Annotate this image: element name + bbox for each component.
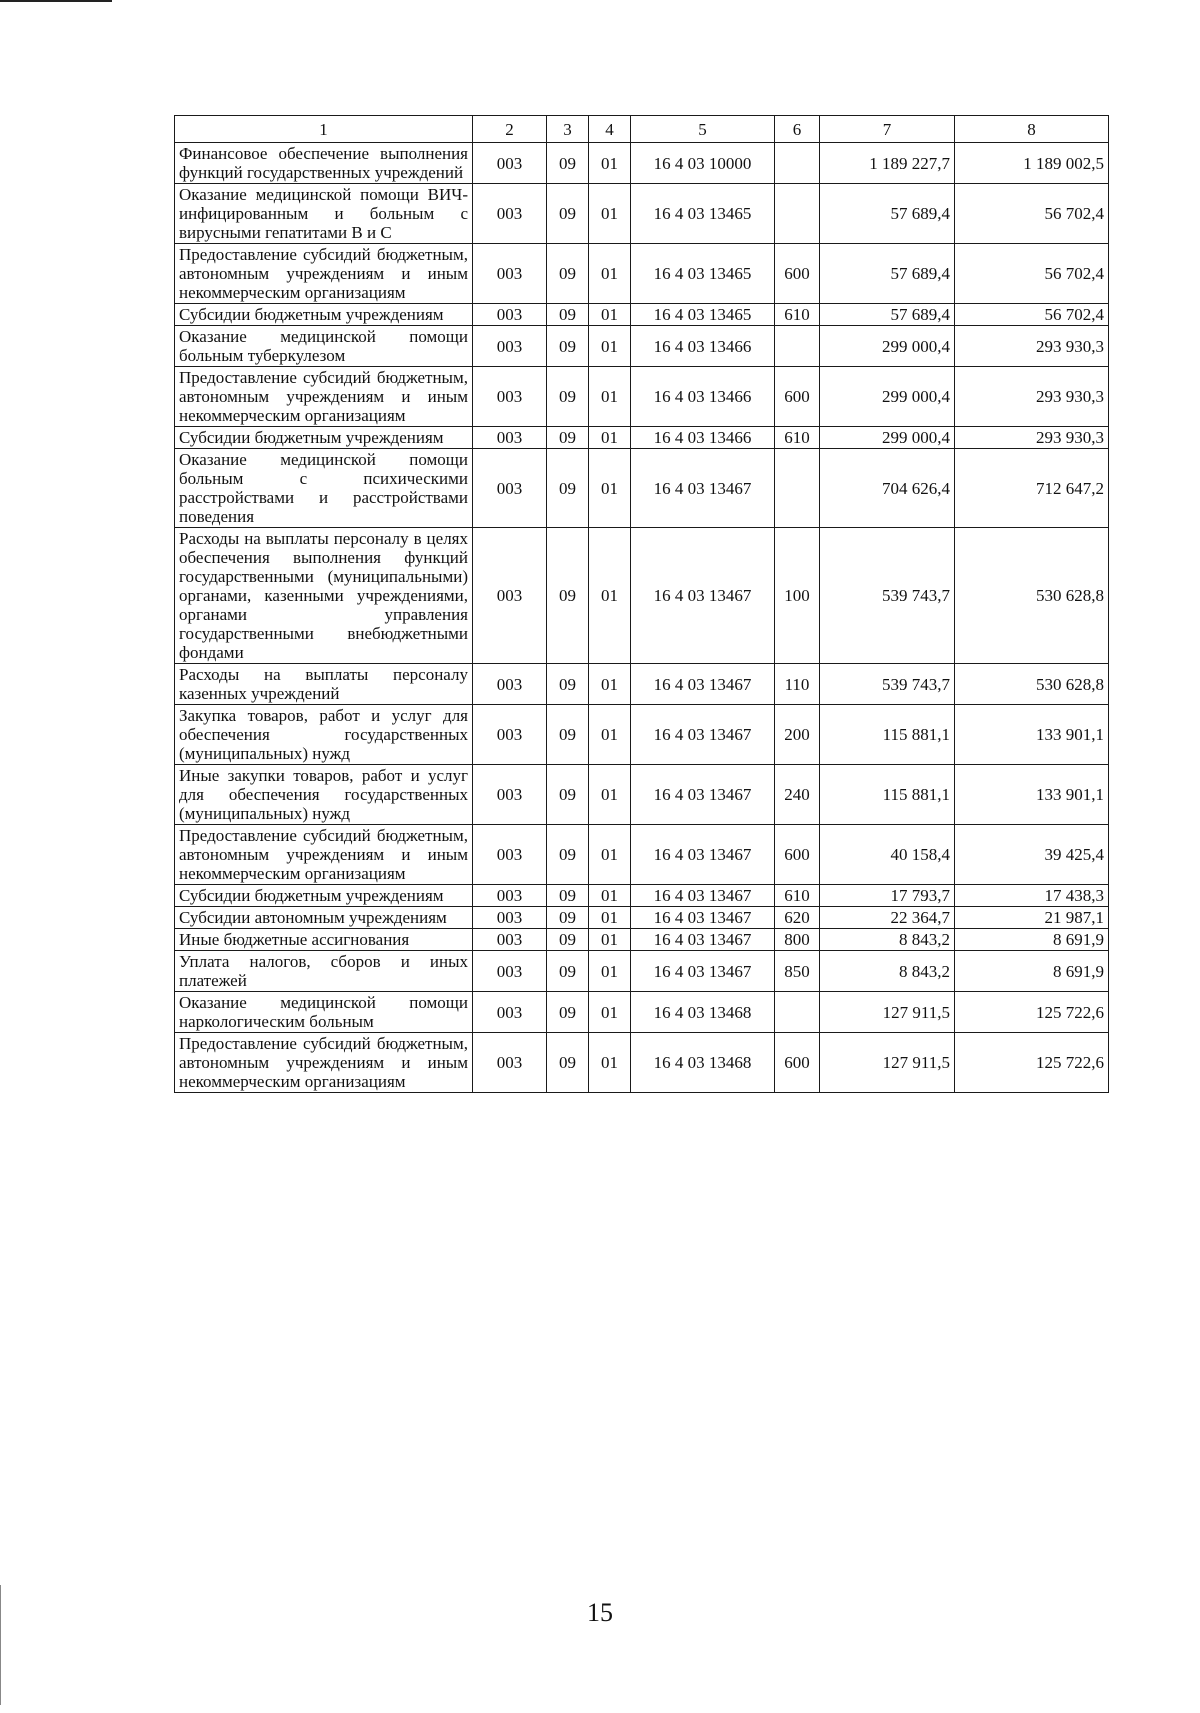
row-amount-1-cell: 40 158,4 <box>820 825 955 885</box>
row-expense-type-cell: 600 <box>775 825 820 885</box>
row-name-cell: Субсидии бюджетным учреждениям <box>175 304 473 326</box>
row-subsection-cell: 01 <box>589 885 631 907</box>
row-target-code-cell: 16 4 03 13465 <box>631 184 775 244</box>
table-row <box>175 184 1109 244</box>
table-row <box>175 449 1109 528</box>
row-code-cell: 003 <box>473 951 547 992</box>
row-expense-type-cell: 610 <box>775 304 820 326</box>
row-name-cell: Предоставление субсидий бюджетным, автономным учреждениям и иным некоммерческим организациям <box>175 367 473 427</box>
row-amount-2-cell: 530 628,8 <box>955 528 1109 664</box>
row-name-cell: Предоставление субсидий бюджетным, автономным учреждениям и иным некоммерческим организациям <box>175 244 473 304</box>
row-subsection-cell: 01 <box>589 825 631 885</box>
column-header-5: 5 <box>631 116 775 143</box>
row-code-cell: 003 <box>473 765 547 825</box>
scan-corner-mark <box>0 0 112 2</box>
row-code-cell: 003 <box>473 528 547 664</box>
row-code-cell: 003 <box>473 664 547 705</box>
row-target-code-cell: 16 4 03 13467 <box>631 449 775 528</box>
row-target-code-cell: 16 4 03 13466 <box>631 427 775 449</box>
row-code-cell: 003 <box>473 1033 547 1093</box>
row-expense-type-cell: 850 <box>775 951 820 992</box>
row-name-cell: Оказание медицинской помощи наркологическим больным <box>175 992 473 1033</box>
row-expense-type-cell: 620 <box>775 907 820 929</box>
row-amount-1-cell: 57 689,4 <box>820 244 955 304</box>
page-number: 15 <box>587 1598 613 1627</box>
row-subsection-cell: 01 <box>589 765 631 825</box>
row-target-code-cell: 16 4 03 10000 <box>631 143 775 184</box>
row-code-cell: 003 <box>473 992 547 1033</box>
row-code-cell: 003 <box>473 929 547 951</box>
row-amount-1-cell: 704 626,4 <box>820 449 955 528</box>
table-row <box>175 765 1109 825</box>
row-subsection-cell: 01 <box>589 244 631 304</box>
row-target-code-cell: 16 4 03 13467 <box>631 528 775 664</box>
row-section-cell: 09 <box>547 449 589 528</box>
row-amount-2-cell: 133 901,1 <box>955 705 1109 765</box>
row-target-code-cell: 16 4 03 13465 <box>631 244 775 304</box>
row-target-code-cell: 16 4 03 13467 <box>631 705 775 765</box>
row-amount-1-cell: 22 364,7 <box>820 907 955 929</box>
row-name-cell: Субсидии бюджетным учреждениям <box>175 427 473 449</box>
row-subsection-cell: 01 <box>589 992 631 1033</box>
row-amount-1-cell: 299 000,4 <box>820 367 955 427</box>
row-expense-type-cell: 100 <box>775 528 820 664</box>
row-amount-2-cell: 56 702,4 <box>955 304 1109 326</box>
column-header-2: 2 <box>473 116 547 143</box>
row-subsection-cell: 01 <box>589 528 631 664</box>
row-name-cell: Расходы на выплаты персоналу казенных учреждений <box>175 664 473 705</box>
row-code-cell: 003 <box>473 326 547 367</box>
row-section-cell: 09 <box>547 367 589 427</box>
table-row <box>175 244 1109 304</box>
row-amount-1-cell: 1 189 227,7 <box>820 143 955 184</box>
row-code-cell: 003 <box>473 304 547 326</box>
row-section-cell: 09 <box>547 825 589 885</box>
column-header-1: 1 <box>175 116 473 143</box>
row-subsection-cell: 01 <box>589 367 631 427</box>
table-row <box>175 1033 1109 1093</box>
row-section-cell: 09 <box>547 705 589 765</box>
row-target-code-cell: 16 4 03 13466 <box>631 367 775 427</box>
row-section-cell: 09 <box>547 992 589 1033</box>
row-section-cell: 09 <box>547 143 589 184</box>
table-row <box>175 143 1109 184</box>
row-section-cell: 09 <box>547 929 589 951</box>
row-amount-1-cell: 8 843,2 <box>820 929 955 951</box>
row-section-cell: 09 <box>547 765 589 825</box>
row-amount-2-cell: 293 930,3 <box>955 427 1109 449</box>
row-subsection-cell: 01 <box>589 143 631 184</box>
row-amount-1-cell: 8 843,2 <box>820 951 955 992</box>
row-amount-2-cell: 39 425,4 <box>955 825 1109 885</box>
row-amount-2-cell: 1 189 002,5 <box>955 143 1109 184</box>
row-amount-2-cell: 293 930,3 <box>955 326 1109 367</box>
row-amount-1-cell: 299 000,4 <box>820 326 955 367</box>
row-amount-1-cell: 115 881,1 <box>820 705 955 765</box>
row-amount-2-cell: 8 691,9 <box>955 929 1109 951</box>
row-name-cell: Закупка товаров, работ и услуг для обеспечения государственных (муниципальных) нужд <box>175 705 473 765</box>
table-row <box>175 705 1109 765</box>
table-header-row <box>175 116 1109 143</box>
row-subsection-cell: 01 <box>589 907 631 929</box>
row-code-cell: 003 <box>473 244 547 304</box>
row-amount-1-cell: 299 000,4 <box>820 427 955 449</box>
row-section-cell: 09 <box>547 244 589 304</box>
row-name-cell: Иные закупки товаров, работ и услуг для обеспечения государственных (муниципальных) нужд <box>175 765 473 825</box>
row-section-cell: 09 <box>547 528 589 664</box>
row-name-cell: Расходы на выплаты персоналу в целях обеспечения выполнения функций государственными (муниципальными) органами, казенными учреждениями, органами управления государственными внебюджетными фондами <box>175 528 473 664</box>
row-code-cell: 003 <box>473 885 547 907</box>
row-code-cell: 003 <box>473 705 547 765</box>
table-row <box>175 664 1109 705</box>
row-subsection-cell: 01 <box>589 304 631 326</box>
column-header-4: 4 <box>589 116 631 143</box>
row-target-code-cell: 16 4 03 13467 <box>631 765 775 825</box>
row-target-code-cell: 16 4 03 13465 <box>631 304 775 326</box>
row-section-cell: 09 <box>547 427 589 449</box>
row-amount-2-cell: 712 647,2 <box>955 449 1109 528</box>
table-row <box>175 825 1109 885</box>
row-target-code-cell: 16 4 03 13467 <box>631 951 775 992</box>
row-name-cell: Субсидии автономным учреждениям <box>175 907 473 929</box>
row-amount-1-cell: 17 793,7 <box>820 885 955 907</box>
table-row <box>175 367 1109 427</box>
table-row <box>175 528 1109 664</box>
row-amount-2-cell: 56 702,4 <box>955 244 1109 304</box>
row-subsection-cell: 01 <box>589 449 631 528</box>
row-name-cell: Оказание медицинской помощи ВИЧ-инфицированным и больным с вирусными гепатитами В и С <box>175 184 473 244</box>
row-target-code-cell: 16 4 03 13467 <box>631 885 775 907</box>
row-subsection-cell: 01 <box>589 326 631 367</box>
row-section-cell: 09 <box>547 951 589 992</box>
row-name-cell: Оказание медицинской помощи больным с психическими расстройствами и расстройствами поведения <box>175 449 473 528</box>
table-row <box>175 929 1109 951</box>
row-expense-type-cell <box>775 143 820 184</box>
budget-table <box>174 115 1109 1093</box>
row-amount-2-cell: 21 987,1 <box>955 907 1109 929</box>
row-amount-1-cell: 127 911,5 <box>820 992 955 1033</box>
row-amount-2-cell: 17 438,3 <box>955 885 1109 907</box>
row-expense-type-cell: 800 <box>775 929 820 951</box>
row-expense-type-cell: 600 <box>775 1033 820 1093</box>
row-amount-1-cell: 127 911,5 <box>820 1033 955 1093</box>
row-amount-2-cell: 8 691,9 <box>955 951 1109 992</box>
row-target-code-cell: 16 4 03 13468 <box>631 1033 775 1093</box>
row-expense-type-cell: 240 <box>775 765 820 825</box>
row-expense-type-cell: 600 <box>775 244 820 304</box>
table-row <box>175 304 1109 326</box>
row-name-cell: Иные бюджетные ассигнования <box>175 929 473 951</box>
row-expense-type-cell: 600 <box>775 367 820 427</box>
row-code-cell: 003 <box>473 184 547 244</box>
row-code-cell: 003 <box>473 427 547 449</box>
row-name-cell: Предоставление субсидий бюджетным, автономным учреждениям и иным некоммерческим организациям <box>175 825 473 885</box>
table-row <box>175 326 1109 367</box>
table-row <box>175 907 1109 929</box>
row-code-cell: 003 <box>473 449 547 528</box>
row-amount-2-cell: 133 901,1 <box>955 765 1109 825</box>
row-name-cell: Субсидии бюджетным учреждениям <box>175 885 473 907</box>
row-name-cell: Оказание медицинской помощи больным туберкулезом <box>175 326 473 367</box>
row-code-cell: 003 <box>473 825 547 885</box>
column-header-6: 6 <box>775 116 820 143</box>
row-section-cell: 09 <box>547 326 589 367</box>
row-amount-2-cell: 125 722,6 <box>955 992 1109 1033</box>
row-section-cell: 09 <box>547 1033 589 1093</box>
row-code-cell: 003 <box>473 907 547 929</box>
row-amount-1-cell: 57 689,4 <box>820 184 955 244</box>
row-subsection-cell: 01 <box>589 184 631 244</box>
table-row <box>175 885 1109 907</box>
row-section-cell: 09 <box>547 907 589 929</box>
table-row <box>175 427 1109 449</box>
table-row <box>175 992 1109 1033</box>
row-section-cell: 09 <box>547 184 589 244</box>
row-expense-type-cell <box>775 326 820 367</box>
row-name-cell: Финансовое обеспечение выполнения функций государственных учреждений <box>175 143 473 184</box>
row-amount-2-cell: 530 628,8 <box>955 664 1109 705</box>
row-subsection-cell: 01 <box>589 664 631 705</box>
row-target-code-cell: 16 4 03 13467 <box>631 825 775 885</box>
row-amount-1-cell: 539 743,7 <box>820 528 955 664</box>
row-target-code-cell: 16 4 03 13467 <box>631 664 775 705</box>
row-code-cell: 003 <box>473 143 547 184</box>
row-amount-2-cell: 125 722,6 <box>955 1033 1109 1093</box>
row-amount-1-cell: 57 689,4 <box>820 304 955 326</box>
row-target-code-cell: 16 4 03 13466 <box>631 326 775 367</box>
row-section-cell: 09 <box>547 885 589 907</box>
column-header-8: 8 <box>955 116 1109 143</box>
row-expense-type-cell: 610 <box>775 885 820 907</box>
row-name-cell: Уплата налогов, сборов и иных платежей <box>175 951 473 992</box>
row-subsection-cell: 01 <box>589 951 631 992</box>
row-expense-type-cell: 610 <box>775 427 820 449</box>
column-header-3: 3 <box>547 116 589 143</box>
row-subsection-cell: 01 <box>589 929 631 951</box>
row-amount-1-cell: 539 743,7 <box>820 664 955 705</box>
row-expense-type-cell <box>775 184 820 244</box>
column-header-7: 7 <box>820 116 955 143</box>
row-amount-1-cell: 115 881,1 <box>820 765 955 825</box>
row-expense-type-cell: 110 <box>775 664 820 705</box>
row-amount-2-cell: 56 702,4 <box>955 184 1109 244</box>
row-expense-type-cell: 200 <box>775 705 820 765</box>
row-name-cell: Предоставление субсидий бюджетным, автономным учреждениям и иным некоммерческим организациям <box>175 1033 473 1093</box>
row-target-code-cell: 16 4 03 13467 <box>631 907 775 929</box>
row-subsection-cell: 01 <box>589 427 631 449</box>
table-body <box>175 143 1109 1093</box>
row-section-cell: 09 <box>547 304 589 326</box>
table-row <box>175 951 1109 992</box>
row-amount-2-cell: 293 930,3 <box>955 367 1109 427</box>
row-expense-type-cell <box>775 449 820 528</box>
row-subsection-cell: 01 <box>589 705 631 765</box>
row-section-cell: 09 <box>547 664 589 705</box>
row-target-code-cell: 16 4 03 13468 <box>631 992 775 1033</box>
row-code-cell: 003 <box>473 367 547 427</box>
row-expense-type-cell <box>775 992 820 1033</box>
row-target-code-cell: 16 4 03 13467 <box>631 929 775 951</box>
row-subsection-cell: 01 <box>589 1033 631 1093</box>
